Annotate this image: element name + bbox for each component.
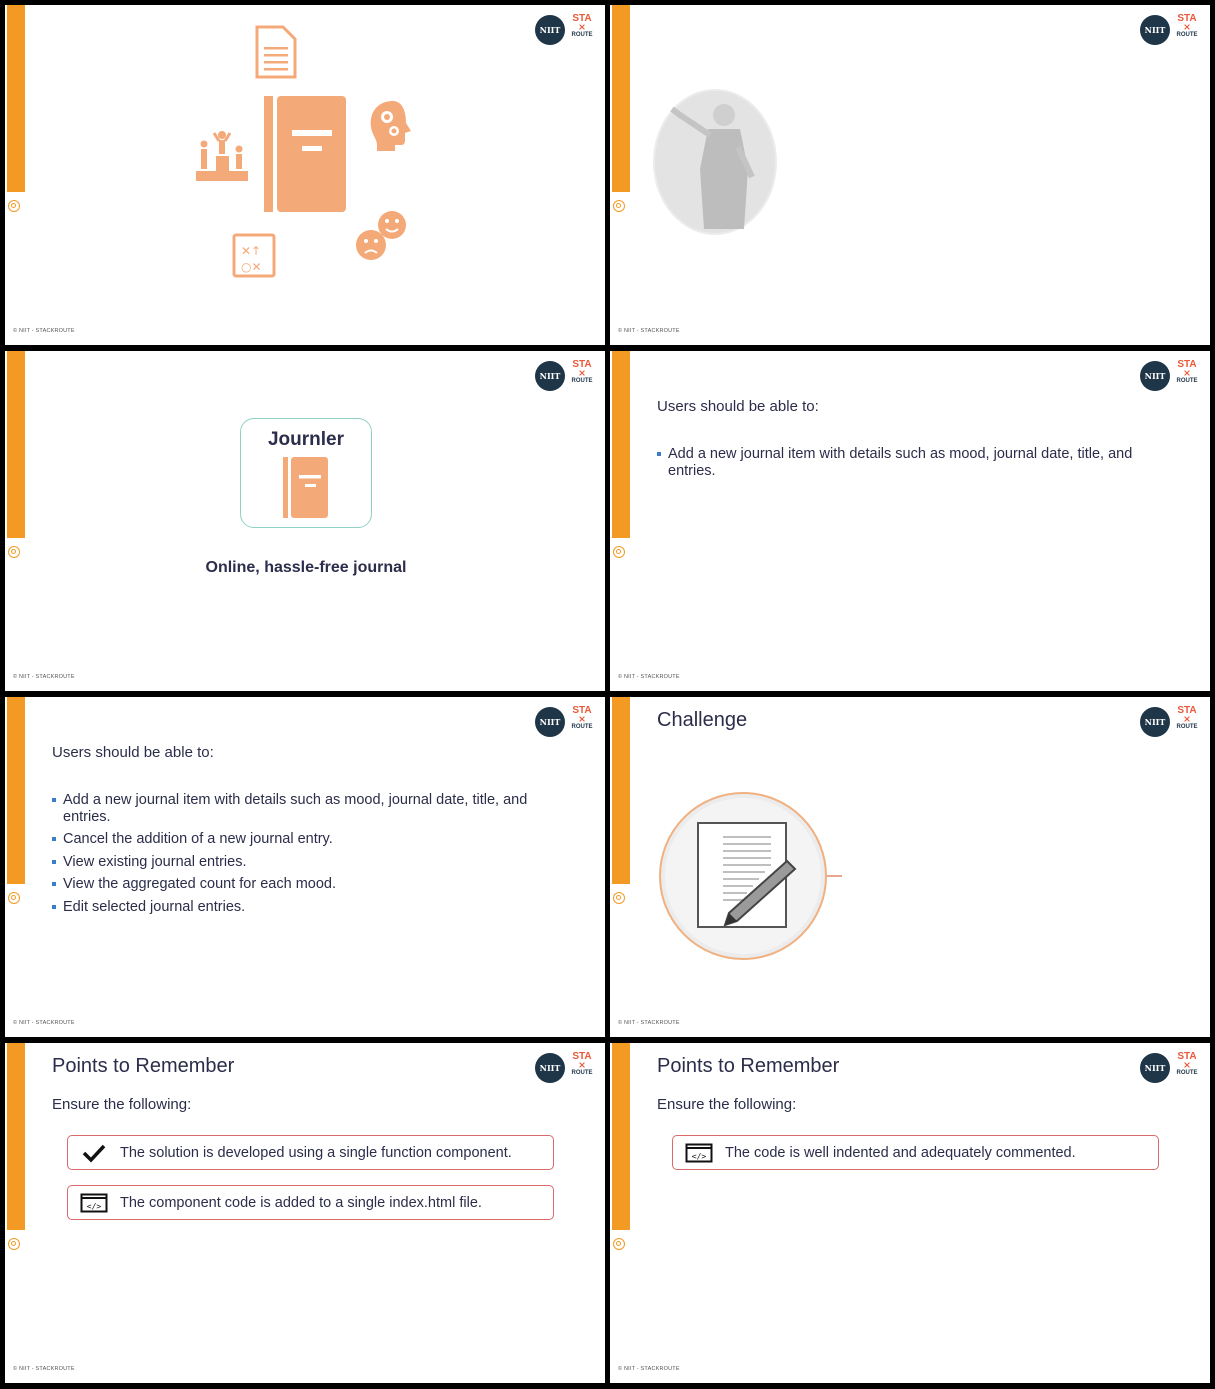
slide-6 [610,697,1210,1037]
slide-5 [5,697,605,1037]
slide-title: Challenge [657,709,748,731]
point-text: The solution is developed using a single function component. [120,1144,512,1161]
accent-bar [7,351,25,538]
app-card [240,418,372,528]
journal-concept-illustration [5,5,605,345]
slide-subtitle: Ensure the following: [657,1096,797,1113]
footer-copyright: © NIIT - STACKROUTE [13,328,75,334]
circle-ornament-icon [613,1238,625,1250]
niit-logo: NIIT [535,15,565,45]
document-icon [257,27,295,77]
slide-title: Points to Remember [657,1055,840,1077]
stackroute-logo: STA ⨯ ROUTE [571,13,593,38]
list-item: Add a new journal item with details such as mood, journal date, title, and entries. [657,446,1167,479]
circle-ornament-icon [8,1238,20,1250]
point-item [67,1135,554,1170]
slide-3 [5,351,605,691]
stackroute-logo: STA ⨯ ROUTE [1176,1051,1198,1076]
niit-logo: NIIT [1140,1053,1170,1083]
presenter-photo [650,87,780,237]
app-name: Journler [267,429,345,450]
circle-ornament-icon [8,546,20,558]
point-item [672,1135,1159,1170]
slide-subtitle: Ensure the following: [52,1096,192,1113]
svg-text:○✕: ○✕ [241,260,262,274]
document-pencil-icon [655,791,855,971]
stackroute-logo: STA ⨯ ROUTE [571,359,593,384]
point-text: The component code is added to a single index.html file. [120,1194,482,1211]
list-item: View existing journal entries. [52,854,562,871]
stackroute-logo: STA ⨯ ROUTE [571,1051,593,1076]
niit-logo: NIIT [535,1053,565,1083]
theater-masks-icon [356,211,406,260]
accent-bar [7,697,25,884]
stackroute-logo: STA ⨯ ROUTE [1176,13,1198,38]
section-heading: Users should be able to: [52,744,214,761]
niit-logo: NIIT [535,361,565,391]
accent-bar [612,697,630,884]
footer-copyright: © NIIT - STACKROUTE [618,674,680,680]
circle-ornament-icon [613,546,625,558]
niit-logo: NIIT [1140,707,1170,737]
slide-7 [5,1043,605,1383]
slide-8 [610,1043,1210,1383]
stackroute-logo: STA ⨯ ROUTE [571,705,593,730]
list-item: View the aggregated count for each mood. [52,876,562,893]
head-gears-icon [371,101,411,151]
footer-copyright: © NIIT - STACKROUTE [13,674,75,680]
footer-copyright: © NIIT - STACKROUTE [618,1366,680,1372]
point-text: The code is well indented and adequately commented. [725,1144,1076,1161]
circle-ornament-icon [613,200,625,212]
accent-bar [612,351,630,538]
list-item: Cancel the addition of a new journal entry. [52,831,562,848]
code-icon [673,1143,725,1163]
footer-copyright: © NIIT - STACKROUTE [13,1366,75,1372]
bullet-list [52,792,562,921]
tagline: Online, hassle-free journal [205,559,407,576]
niit-logo: NIIT [1140,361,1170,391]
point-item [67,1185,554,1220]
section-heading: Users should be able to: [657,398,819,415]
bullet-list [657,446,1167,485]
accent-bar [612,1043,630,1230]
strategy-board-icon [234,235,274,276]
niit-logo: NIIT [1140,15,1170,45]
accent-bar [612,5,630,192]
svg-text:</>: </> [86,1201,102,1211]
footer-copyright: © NIIT - STACKROUTE [618,328,680,334]
slide-2 [610,5,1210,345]
podium-icon [196,131,248,181]
slide-4 [610,351,1210,691]
accent-bar [7,1043,25,1230]
circle-ornament-icon [613,892,625,904]
journal-book-icon [283,457,329,519]
svg-text:✕↑: ✕↑ [241,244,262,258]
code-icon [68,1193,120,1213]
niit-logo: NIIT [535,707,565,737]
list-item: Edit selected journal entries. [52,899,562,916]
stackroute-logo: STA ⨯ ROUTE [1176,359,1198,384]
list-item: Add a new journal item with details such as mood, journal date, title, and entries. [52,792,562,825]
footer-copyright: © NIIT - STACKROUTE [618,1020,680,1026]
journal-book-icon [264,96,346,212]
stackroute-logo: STA ⨯ ROUTE [1176,705,1198,730]
svg-text:</>: </> [691,1151,707,1161]
circle-ornament-icon [8,892,20,904]
slide-title: Points to Remember [52,1055,235,1077]
checkmark-icon [68,1143,120,1163]
slide-1 [5,5,605,345]
footer-copyright: © NIIT - STACKROUTE [13,1020,75,1026]
